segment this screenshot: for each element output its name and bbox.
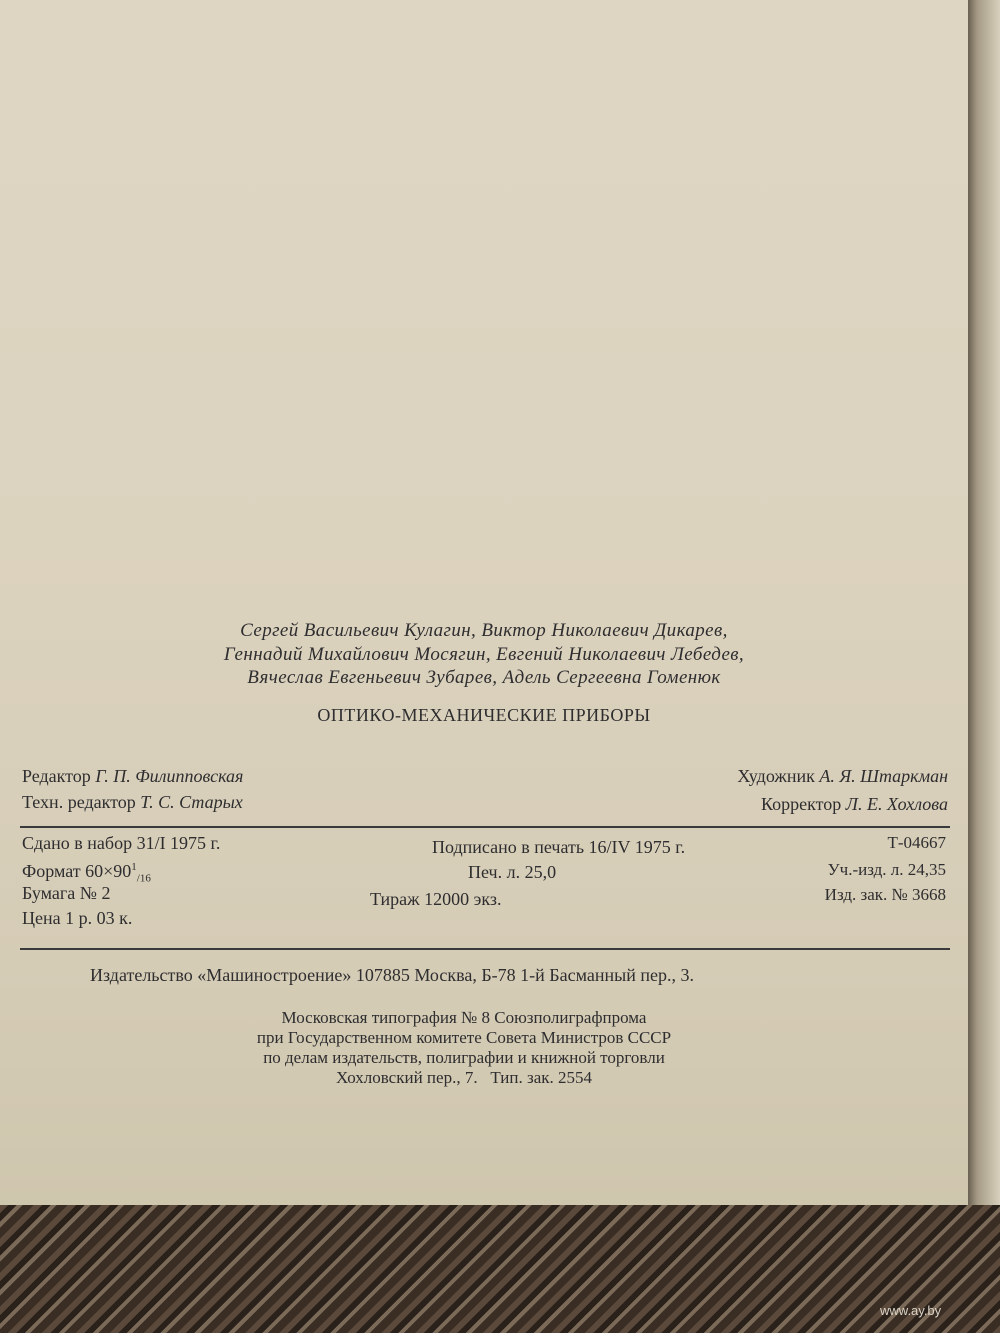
artist-label: Художник	[737, 766, 815, 786]
price-info: Цена 1 р. 03 к.	[22, 908, 133, 928]
authors-line-1: Сергей Васильевич Кулагин, Виктор Николаевич Дикарев,	[240, 620, 728, 641]
editor-label: Редактор	[22, 766, 91, 786]
authors-line-2: Геннадий Михайлович Мосягин, Евгений Николаевич Лебедев,	[223, 644, 745, 665]
format-sub: /16	[136, 872, 151, 885]
submitted-date: Сдано в набор 31/I 1975 г.	[22, 833, 221, 853]
divider-bottom	[20, 948, 950, 950]
authors-line-3: Вячеслав Евгеньевич Зубарев, Адель Сергеевна Гоменюк	[247, 667, 721, 688]
format-sup: 1	[131, 861, 137, 873]
corrector-credit	[761, 794, 948, 814]
artist-credit	[737, 766, 948, 786]
watermark: www.ay.by	[880, 1303, 942, 1318]
signed-date: Подписано в печать 16/IV 1975 г.	[432, 837, 686, 857]
tech-editor-name: Т. С. Старых	[140, 792, 243, 812]
printer-line-1: Московская типография № 8 Союзполиграфпрома	[281, 1008, 647, 1027]
editor-credit	[22, 766, 243, 786]
print-run: Тираж 12000 экз.	[370, 889, 502, 909]
artist-name: А. Я. Штаркман	[819, 766, 948, 786]
fabric-background	[0, 1205, 1000, 1333]
tech-editor-label: Техн. редактор	[22, 792, 136, 812]
corrector-name: Л. Е. Хохлова	[845, 794, 948, 814]
corrector-label: Корректор	[761, 794, 842, 814]
format-prefix: Формат 60×90	[22, 861, 132, 881]
editor-name: Г. П. Филипповская	[95, 766, 244, 786]
printer-line-3: по делам издательств, полиграфии и книжной торговли	[263, 1048, 665, 1067]
catalog-code: Т-04667	[887, 833, 946, 852]
printer-line-2: при Государственном комитете Совета Министров СССР	[256, 1028, 672, 1047]
printer-line-4: Хохловский пер., 7. Тип. зак. 2554	[335, 1068, 592, 1087]
paper-info: Бумага № 2	[22, 883, 111, 903]
adjacent-page-edge	[968, 0, 1000, 1240]
tech-editor-credit	[22, 792, 243, 812]
publisher-order: Изд. зак. № 3668	[824, 885, 946, 904]
publisher-address: Издательство «Машиностроение» 107885 Москва, Б-78 1-й Басманный пер., 3.	[90, 965, 694, 985]
book-title: ОПТИКО-МЕХАНИЧЕСКИЕ ПРИБОРЫ	[317, 705, 651, 725]
print-sheets: Печ. л. 25,0	[468, 862, 557, 882]
publisher-sheets: Уч.-изд. л. 24,35	[827, 860, 946, 879]
divider-top	[20, 826, 950, 828]
